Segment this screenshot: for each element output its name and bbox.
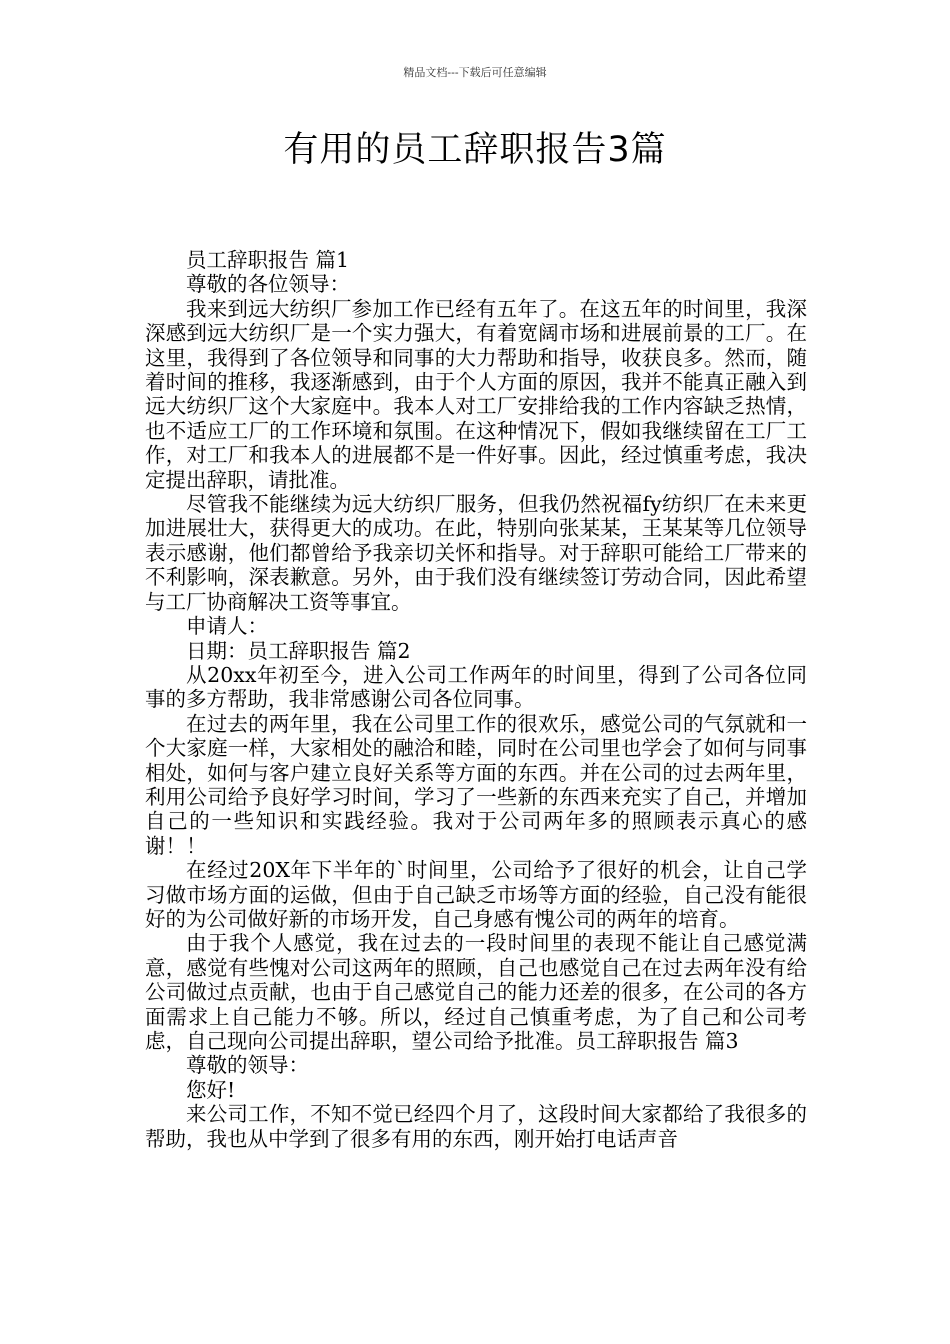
page-header-note: 精品文档---下载后可任意编辑 xyxy=(403,66,547,79)
body-paragraph: 来公司工作，不知不觉已经四个月了，这段时间大家都给了我很多的帮助，我也从中学到了很多有用的东西，刚开始打电话声音 xyxy=(145,1102,807,1151)
date-line: 日期：员工辞职报告 篇2 xyxy=(186,638,411,663)
salutation-1: 尊敬的各位领导： xyxy=(186,272,350,297)
section-heading-1: 员工辞职报告 篇1 xyxy=(186,248,350,272)
body-paragraph: 在经过20X年下半年的`时间里，公司给予了很好的机会，让自己学习做市场方面的运做，但由于自己缺乏市场等方面的经验，自己没有能很好的为公司做好新的市场开发，自己身感有愧公司的两年的培育。 xyxy=(145,858,807,931)
document-title: 有用的员工辞职报告3篇 xyxy=(283,130,667,170)
body-paragraph: 由于我个人感觉，我在过去的一段时间里的表现不能让自己感觉满意，感觉有些愧对公司这两年的照顾，自己也感觉自己在过去两年没有给公司做过点贡献，也由于自己感觉自己的能力还差的很多，在公司的各方面需求上自己能力不够。所以，经过自己慎重考虑，为了自己和公司考虑，自己现向公司提出辞职，望公司给予批准。员工辞职报告 篇3 xyxy=(145,931,807,1053)
body-paragraph: 从20xx年初至今，进入公司工作两年的时间里，得到了公司各位同事的多方帮助，我非常感谢公司各位同事。 xyxy=(145,662,807,712)
applicant-line: 申请人： xyxy=(186,614,268,639)
body-paragraph: 我来到远大纺织厂参加工作已经有五年了。在这五年的时间里，我深深感到远大纺织厂是一个实力强大，有着宽阔市场和进展前景的工厂。在这里，我得到了各位领导和同事的大力帮助和指导，收获良多。然而，随着时间的推移，我逐渐感到，由于个人方面的原因，我并不能真正融入到远大纺织厂这个大家庭中。我本人对工厂安排给我的工作内容缺乏热情，也不适应工厂的工作环境和氛围。在这种情况下，假如我继续留在工厂工作，对工厂和我本人的进展都不是一件好事。因此，经过慎重考虑，我决定提出辞职，请批准。 xyxy=(145,296,807,492)
body-paragraph: 在过去的两年里，我在公司里工作的很欢乐，感觉公司的气氛就和一个大家庭一样，大家相处的融洽和睦，同时在公司里也学会了如何与同事相处，如何与客户建立良好关系等方面的东西。并在公司的过去两年里，利用公司给予良好学习时间，学习了一些新的东西来充实了自己，并增加自己的一些知识和实践经验。我对于公司两年多的照顾表示真心的感谢！！ xyxy=(145,711,807,858)
document-body xyxy=(145,248,807,1151)
greeting: 您好! xyxy=(186,1077,236,1102)
body-paragraph: 尽管我不能继续为远大纺织厂服务，但我仍然祝福fy纺织厂在未来更加进展壮大，获得更大的成功。在此，特别向张某某，王某某等几位领导表示感谢，他们都曾给予我亲切关怀和指导。对于辞职可能给工厂带来的不利影响，深表歉意。另外，由于我们没有继续签订劳动合同，因此希望与工厂协商解决工资等事宜。 xyxy=(145,492,807,614)
salutation-3: 尊敬的领导： xyxy=(186,1053,309,1078)
